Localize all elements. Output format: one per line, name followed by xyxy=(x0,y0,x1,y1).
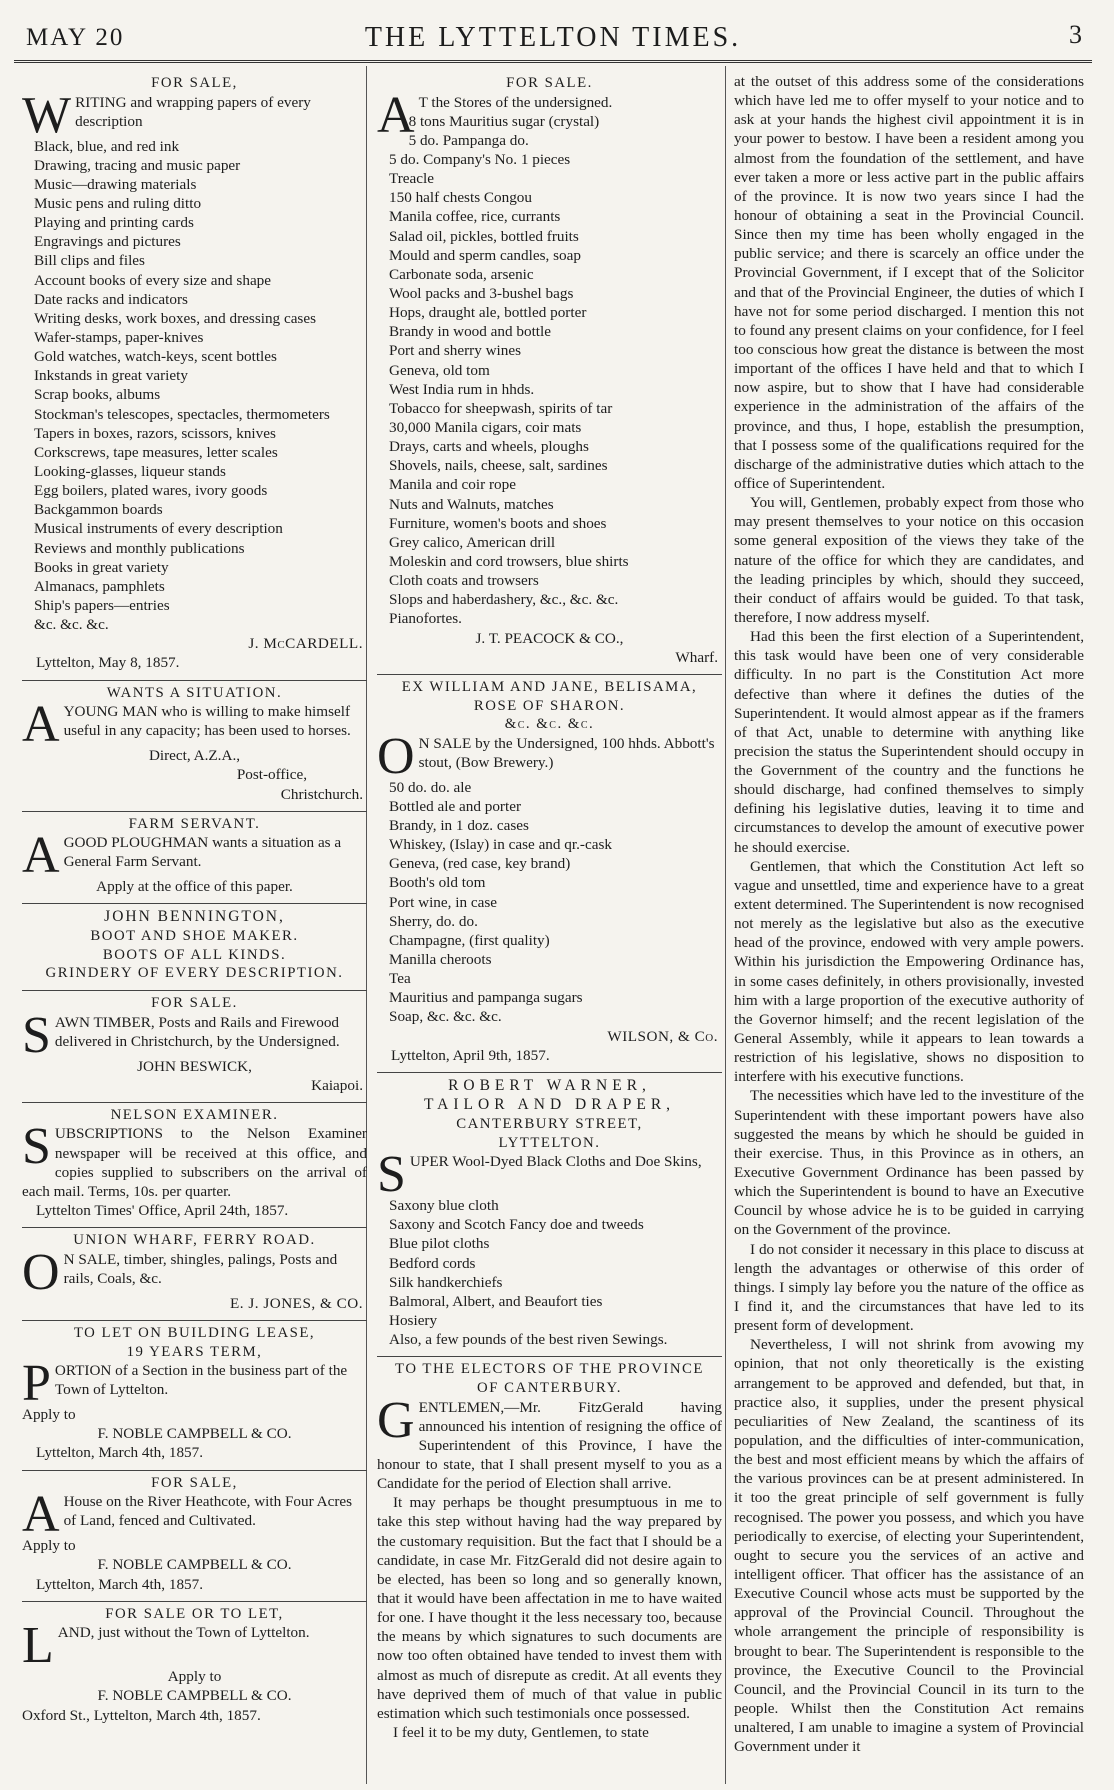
ad-heading: FOR SALE. xyxy=(151,994,238,1011)
list-item: Manilla cheroots xyxy=(389,951,492,969)
ad-date: Lyttelton, April 9th, 1857. xyxy=(391,1046,550,1064)
list-item: Gold watches, watch-keys, scent bottles xyxy=(34,348,277,366)
ad-heading: UNION WHARF, FERRY ROAD. xyxy=(73,1232,316,1249)
list-item: Nuts and Walnuts, matches xyxy=(389,495,554,513)
ad-heading: FOR SALE, xyxy=(151,75,238,91)
list-item: Reviews and monthly publications xyxy=(34,539,245,557)
issue-date: MAY 20 xyxy=(26,24,125,51)
list-item: Hops, draught ale, bottled porter xyxy=(389,304,587,322)
address-paragraph: The necessities which have led to the investiture of the Superintendent with these important powers have also suggested the means by which he should be guided in their exercise. Thus, in this Province as in others, an Executive Government Ordinance has been passed by which the Superintendent is bound to have an Executive Council by whose advice he is to be guided in carrying on the Government of the province. xyxy=(734,1087,1084,1239)
advert-land xyxy=(22,1601,367,1729)
ad-signature: E. J. JONES, & CO. xyxy=(229,1294,363,1312)
list-item: 5 do. Company's No. 1 pieces xyxy=(389,151,571,169)
ad-heading: OF CANTERBURY. xyxy=(477,1379,622,1396)
list-item: Engravings and pictures xyxy=(34,233,181,251)
address-paragraph: I do not consider it necessary in this place to discuss at length the advantages or otherwise of this order of things. I simply lay before you the nature of the office as I find it, and the circumstances that have led to its present form of development. xyxy=(734,1240,1084,1335)
ad-body: UBSCRIPTIONS to the Nelson Examiner newspaper will be received at this office, and copies supplied to subscribers on the arrival of each mail. Terms, 10s. per quarter. xyxy=(22,1125,367,1200)
ad-address-line: Direct, A.Z.A., xyxy=(148,747,241,765)
ad-subheading: CANTERBURY STREET, xyxy=(456,1115,643,1132)
item-list xyxy=(34,137,367,635)
ad-body: ORTION of a Section in the business part of the Town of Lyttelton. xyxy=(54,1362,348,1399)
list-item: Champagne, (first quality) xyxy=(389,931,550,949)
address-paragraph: ENTLEMEN,—Mr. FitzGerald having announced his intention of resigning the office of Superintendent of this Province, I have the honour to state, that I shall present myself to you as a Candidate for the period of Election shall arrive. xyxy=(377,1398,722,1493)
list-item: Music—drawing materials xyxy=(34,175,197,193)
list-item: West India rum in hhds. xyxy=(389,380,535,398)
ad-heading: TAILOR AND DRAPER, xyxy=(423,1096,676,1114)
list-item: 50 do. do. ale xyxy=(389,778,472,796)
list-item: 30,000 Manila cigars, coir mats xyxy=(389,419,582,437)
list-item: Port wine, in case xyxy=(389,893,497,911)
list-item: Carbonate soda, arsenic xyxy=(389,265,534,283)
ad-date: Lyttelton Times' Office, April 24th, 1857. xyxy=(36,1201,289,1219)
drop-cap: S xyxy=(22,1118,51,1176)
advert-mccardell xyxy=(22,72,367,677)
list-item: Backgammon boards xyxy=(34,501,163,519)
ad-apply: Apply to xyxy=(22,1406,76,1424)
ad-body: GOOD PLOUGHMAN wants a situation as a General Farm Servant. xyxy=(63,834,342,871)
advert-sawn-timber xyxy=(22,990,367,1099)
ad-apply: Apply to xyxy=(22,1537,76,1555)
list-item: Pianofortes. xyxy=(389,610,462,628)
ad-subheading: &c. &c. &c. xyxy=(504,716,595,733)
ad-subheading: 19 YEARS TERM, xyxy=(126,1343,263,1360)
item-list xyxy=(389,112,722,629)
list-item: Mould and sperm candles, soap xyxy=(389,246,581,264)
list-item: Tapers in boxes, razors, scissors, knives xyxy=(34,424,276,442)
list-item: Soap, &c. &c. &c. xyxy=(389,1008,502,1026)
ad-lead: RITING and wrapping papers of every description xyxy=(75,93,311,130)
list-item: Drays, carts and wheels, ploughs xyxy=(389,438,589,456)
list-item: &c. &c. &c. xyxy=(34,616,109,634)
list-item: Geneva, old tom xyxy=(389,361,490,379)
ad-signature: F. NOBLE CAMPBELL & CO. xyxy=(97,1556,292,1574)
ad-lead: UPER Wool-Dyed Black Cloths and Doe Skins, xyxy=(409,1153,702,1171)
address-paragraph: I feel it to be my duty, Gentlemen, to state xyxy=(393,1724,649,1741)
list-item: Furniture, women's boots and shoes xyxy=(389,514,607,532)
list-item: Music pens and ruling ditto xyxy=(34,195,202,213)
list-item: Looking-glasses, liqueur stands xyxy=(34,463,226,481)
ad-signature: J. McCARDELL. xyxy=(248,635,363,653)
page-number: 3 xyxy=(1069,20,1082,49)
ad-body: YOUNG MAN who is willing to make himself useful in any capacity; has been used to horses. xyxy=(63,703,351,740)
address-paragraph: Nevertheless, I will not shrink from avowing my opinion, that not only theoretically is the existing arrangement to be approved and defended, but that, in practice also, it supplies, under the present physical peculiarities of New Zealand, the scantiness of its population, and the difficulties of inter-communication, the best and most efficient means by which the affairs of the various provinces can be at present administered. In it too the great principle of self government is fully recognised. The power you possess, and which you have periodically to exercise, of electing your Superintendent, ought to secure you the services of an active and intelligent officer. That officer has the assistance of an Executive Council whose acts must be supported by the approval of the Provincial Council. Throughout the whole arrangement the principle of responsibility is brought to bear. The Superintendent is responsible to the province, the Executive Council to the Provincial Council, and the Provincial Council in its turn to the people. Whilst then the Constitution Act remains unaltered, I am unable to imagine a system of Provincial Government under it xyxy=(734,1336,1084,1756)
ad-lead: T the Stores of the undersigned. xyxy=(418,93,613,111)
list-item: Account books of every size and shape xyxy=(34,271,272,289)
list-item: Manila coffee, rice, currants xyxy=(389,208,561,226)
ad-signature: J. T. PEACOCK & CO., xyxy=(475,629,624,647)
ad-lead: N SALE by the Undersigned, 100 hhds. Abbott's stout, (Bow Brewery.) xyxy=(418,734,715,771)
ad-heading: FARM SERVANT. xyxy=(128,815,261,832)
drop-cap: G xyxy=(377,1391,415,1449)
list-item: Stockman's telescopes, spectacles, thermometers xyxy=(34,405,330,423)
list-item: Port and sherry wines xyxy=(389,342,522,360)
list-item: Ship's papers—entries xyxy=(34,597,170,615)
list-item: Egg boilers, plated wares, ivory goods xyxy=(34,482,268,500)
ad-subheading: LYTTELTON. xyxy=(498,1134,601,1151)
list-item: Mauritius and pampanga sugars xyxy=(389,989,583,1007)
item-list xyxy=(389,1196,722,1349)
ad-signature: JOHN BESWICK, xyxy=(137,1057,252,1075)
ad-apply: Apply at the office of this paper. xyxy=(96,878,293,896)
drop-cap: A xyxy=(22,1486,60,1544)
drop-cap: O xyxy=(22,1243,60,1301)
list-item: Silk handkerchiefs xyxy=(389,1273,503,1291)
ad-date: Lyttelton, March 4th, 1857. xyxy=(36,1444,204,1462)
item-list xyxy=(389,778,722,1027)
ad-address-line: Post-office, xyxy=(236,766,307,784)
list-item: Black, blue, and red ink xyxy=(34,137,180,155)
ad-date: Lyttelton, May 8, 1857. xyxy=(36,654,180,672)
ad-heading: FOR SALE, xyxy=(151,1474,238,1491)
ad-heading: ROBERT WARNER, xyxy=(448,1076,651,1094)
ad-subheading: GRINDERY OF EVERY DESCRIPTION. xyxy=(45,965,344,982)
ad-heading: JOHN BENNINGTON, xyxy=(104,908,285,926)
ad-signature: F. NOBLE CAMPBELL & CO. xyxy=(97,1687,292,1705)
list-item: Tea xyxy=(389,970,411,988)
advert-peacock xyxy=(377,72,722,671)
list-item: Books in great variety xyxy=(34,558,169,576)
list-item: Inkstands in great variety xyxy=(34,367,188,385)
list-item: Wool packs and 3-bushel bags xyxy=(389,285,574,303)
list-item: Balmoral, Albert, and Beaufort ties xyxy=(389,1292,603,1310)
list-item: Brandy, in 1 doz. cases xyxy=(389,817,529,835)
list-item: Bill clips and files xyxy=(34,252,145,270)
list-item: Hosiery xyxy=(389,1312,438,1330)
list-item: 150 half chests Congou xyxy=(389,189,532,207)
list-item: Wafer-stamps, paper-knives xyxy=(34,329,204,347)
list-item: Cloth coats and trowsers xyxy=(389,572,539,590)
advert-warner xyxy=(377,1072,722,1353)
list-item: Saxony blue cloth xyxy=(389,1197,499,1215)
address-paragraph: Gentlemen, that which the Constitution Act left so vague and unsettled, time and experience have to a great extent determined. The Superintendent is now recognised not merely as the legislative but also as the executive head of the province, endowed with very ample powers. Within his jurisdiction the Empowering Ordinance has, in some cases definitely, in others provisionally, invested him with a large proportion of the executive authority of the Governor himself; and the recent legislation of the General Assembly, while it appears to lean towards a restriction of his legislative, shows no disposition to interfere with his executive functions. xyxy=(734,857,1084,1086)
advert-wants-situation xyxy=(22,680,367,808)
list-item: Manila and coir rope xyxy=(389,476,516,494)
ad-heading: NELSON EXAMINER. xyxy=(110,1106,279,1123)
column-3 xyxy=(734,72,1084,1782)
column-1 xyxy=(22,72,367,1782)
list-item: Brandy in wood and bottle xyxy=(389,323,551,341)
advert-house-sale xyxy=(22,1470,367,1598)
advert-ship-cargo xyxy=(377,674,722,1069)
ad-heading: TO THE ELECTORS OF THE PROVINCE xyxy=(395,1361,704,1378)
newspaper-title: THE LYTTELTON TIMES. xyxy=(364,22,742,53)
drop-cap: A xyxy=(377,86,415,144)
drop-cap: S xyxy=(377,1146,406,1204)
masthead xyxy=(14,18,1092,63)
list-item: Scrap books, albums xyxy=(34,386,161,404)
address-paragraph: at the outset of this address some of the considerations which have led me to offer myself to your notice and to ask at your hands the highest civil appointment it is in your power to bestow. I have been a resident among you almost from the foundation of the settlement, and have ever taken a more or less active part in the public affairs of the province. It is now two years since I had the honour of obtaining a seat in the Provincial Council. Since then my time has been wholly engaged in the public service; and there is scarcely an office under the Provincial Government, if I except that of the Solicitor and that of the Provincial Engineer, the duties of which I have not for some period discharged. I mention this not to found any present claims on your confidence, for I feel too conscious how great the distance is between the most important of the offices I have held and that to which I now aspire, but to show that I have had considerable experience in the administration of the affairs of the province, and thus, I hope, establish the presumption, that I possess some of the qualifications required for the discharge of the administrative duties which attach to the office of Superintendent. xyxy=(734,73,1084,492)
list-item: Bottled ale and porter xyxy=(389,797,522,815)
address-paragraph: You will, Gentlemen, probably expect from those who may present themselves to your notice on this occasion some general exposition of the views they take of the nature of the office for which they are candidates, and the leading principles by which, should they succeed, their conduct of affairs would be guided. To that task, therefore, I now address myself. xyxy=(734,494,1084,626)
ad-body: AWN TIMBER, Posts and Rails and Firewood delivered in Christchurch, by the Undersigned. xyxy=(54,1013,340,1050)
drop-cap: A xyxy=(22,696,60,754)
address-paragraph: It may perhaps be thought presumptuous in me to take this step without having had the way prepared by the customary requisition. But the fact that I should be a candidate, in case Mr. FitzGerald did not desire again to be elected, has been so long and so generally known, that it would have been affectation in me to have waited for one. I have thought it the less necessary too, because the means by which signatures to such documents are now too often obtained have tended to invest them with almost as much of disrepute as credit. At all events they have deprived them of much of that value in public estimation which such testimonials once possessed. xyxy=(377,1494,722,1722)
list-item: 5 do. Pampanga do. xyxy=(408,131,529,149)
drop-cap: P xyxy=(22,1355,51,1413)
ad-subheading: BOOTS OF ALL KINDS. xyxy=(102,946,287,963)
list-item: Sherry, do. do. xyxy=(389,912,478,930)
list-item: Date racks and indicators xyxy=(34,290,188,308)
ad-address-line: Christchurch. xyxy=(280,785,363,803)
drop-cap: A xyxy=(22,827,60,885)
ad-heading: FOR SALE OR TO LET, xyxy=(105,1605,284,1622)
list-item: Geneva, (red case, key brand) xyxy=(389,855,571,873)
list-item: Moleskin and cord trowsers, blue shirts xyxy=(389,553,629,571)
advert-building-lease xyxy=(22,1320,367,1467)
ad-date: Oxford St., Lyttelton, March 4th, 1857. xyxy=(22,1706,261,1724)
list-item: Salad oil, pickles, bottled fruits xyxy=(389,227,579,245)
list-item: Grey calico, American drill xyxy=(389,533,556,551)
ad-heading: ROSE OF SHARON. xyxy=(473,697,626,714)
list-item: Also, a few pounds of the best riven Sewings. xyxy=(389,1331,668,1349)
address-paragraph: Had this been the first election of a Superintendent, this task would have been one of very considerable difficulty. In no part is the Constitution Act more defective than where it defines the duties of the Superintendent. It would almost appear as if the framers of that Act, unable to determine with anything like precision the status the Superintendent should occupy in the Government of the country and the functions he should discharge, had confined themselves to simply defining his legislative duties, leaving it to time and circumstances to develop the amount of executive power he should exercise. xyxy=(734,628,1084,856)
column-2 xyxy=(377,72,722,1782)
list-item: Whiskey, (Islay) in case and qr.-cask xyxy=(389,836,612,854)
advert-farm-servant xyxy=(22,811,367,901)
drop-cap: S xyxy=(22,1006,51,1064)
list-item: Slops and haberdashery, &c., &c. &c. xyxy=(389,591,619,609)
ad-body: AND, just without the Town of Lyttelton. xyxy=(57,1624,310,1642)
list-item: Saxony and Scotch Fancy doe and tweeds xyxy=(389,1216,644,1234)
drop-cap: L xyxy=(22,1617,54,1675)
ad-apply: Apply to xyxy=(167,1668,222,1686)
list-item: Writing desks, work boxes, and dressing cases xyxy=(34,309,316,327)
ad-signature: F. NOBLE CAMPBELL & CO. xyxy=(97,1425,292,1443)
list-item: Treacle xyxy=(389,170,434,188)
list-item: Shovels, nails, cheese, salt, sardines xyxy=(389,457,608,475)
ad-body: House on the River Heathcote, with Four Acres of Land, fenced and Cultivated. xyxy=(63,1493,353,1530)
list-item: Almanacs, pamphlets xyxy=(34,577,165,595)
electoral-address xyxy=(377,1356,722,1746)
column-rule xyxy=(725,66,726,1784)
list-item: Drawing, tracing and music paper xyxy=(34,156,241,174)
ad-body: N SALE, timber, shingles, palings, Posts and rails, Coals, &c. xyxy=(63,1250,338,1287)
ad-place: Wharf. xyxy=(675,648,718,666)
list-item: 8 tons Mauritius sugar (crystal) xyxy=(408,112,600,130)
advert-nelson-examiner xyxy=(22,1102,367,1224)
ad-heading: FOR SALE. xyxy=(506,75,593,91)
ad-heading: TO LET ON BUILDING LEASE, xyxy=(73,1324,316,1341)
advert-bennington xyxy=(22,903,367,986)
advert-union-wharf xyxy=(22,1227,367,1317)
ad-heading: EX WILLIAM AND JANE, BELISAMA, xyxy=(401,678,698,695)
drop-cap: O xyxy=(377,727,415,785)
list-item: Musical instruments of every description xyxy=(34,520,283,538)
list-item: Tobacco for sheepwash, spirits of tar xyxy=(389,399,613,417)
ad-signature: WILSON, & Co. xyxy=(607,1027,718,1045)
drop-cap: W xyxy=(22,86,72,144)
list-item: Corkscrews, tape measures, letter scales xyxy=(34,443,278,461)
ad-place: Kaiapoi. xyxy=(311,1076,363,1094)
list-item: Booth's old tom xyxy=(389,874,486,892)
list-item: Playing and printing cards xyxy=(34,214,194,232)
list-item: Blue pilot cloths xyxy=(389,1235,490,1253)
ad-date: Lyttelton, March 4th, 1857. xyxy=(36,1575,204,1593)
ad-heading: WANTS A SITUATION. xyxy=(106,684,283,701)
ad-subheading: BOOT AND SHOE MAKER. xyxy=(90,927,299,944)
list-item: Bedford cords xyxy=(389,1254,476,1272)
